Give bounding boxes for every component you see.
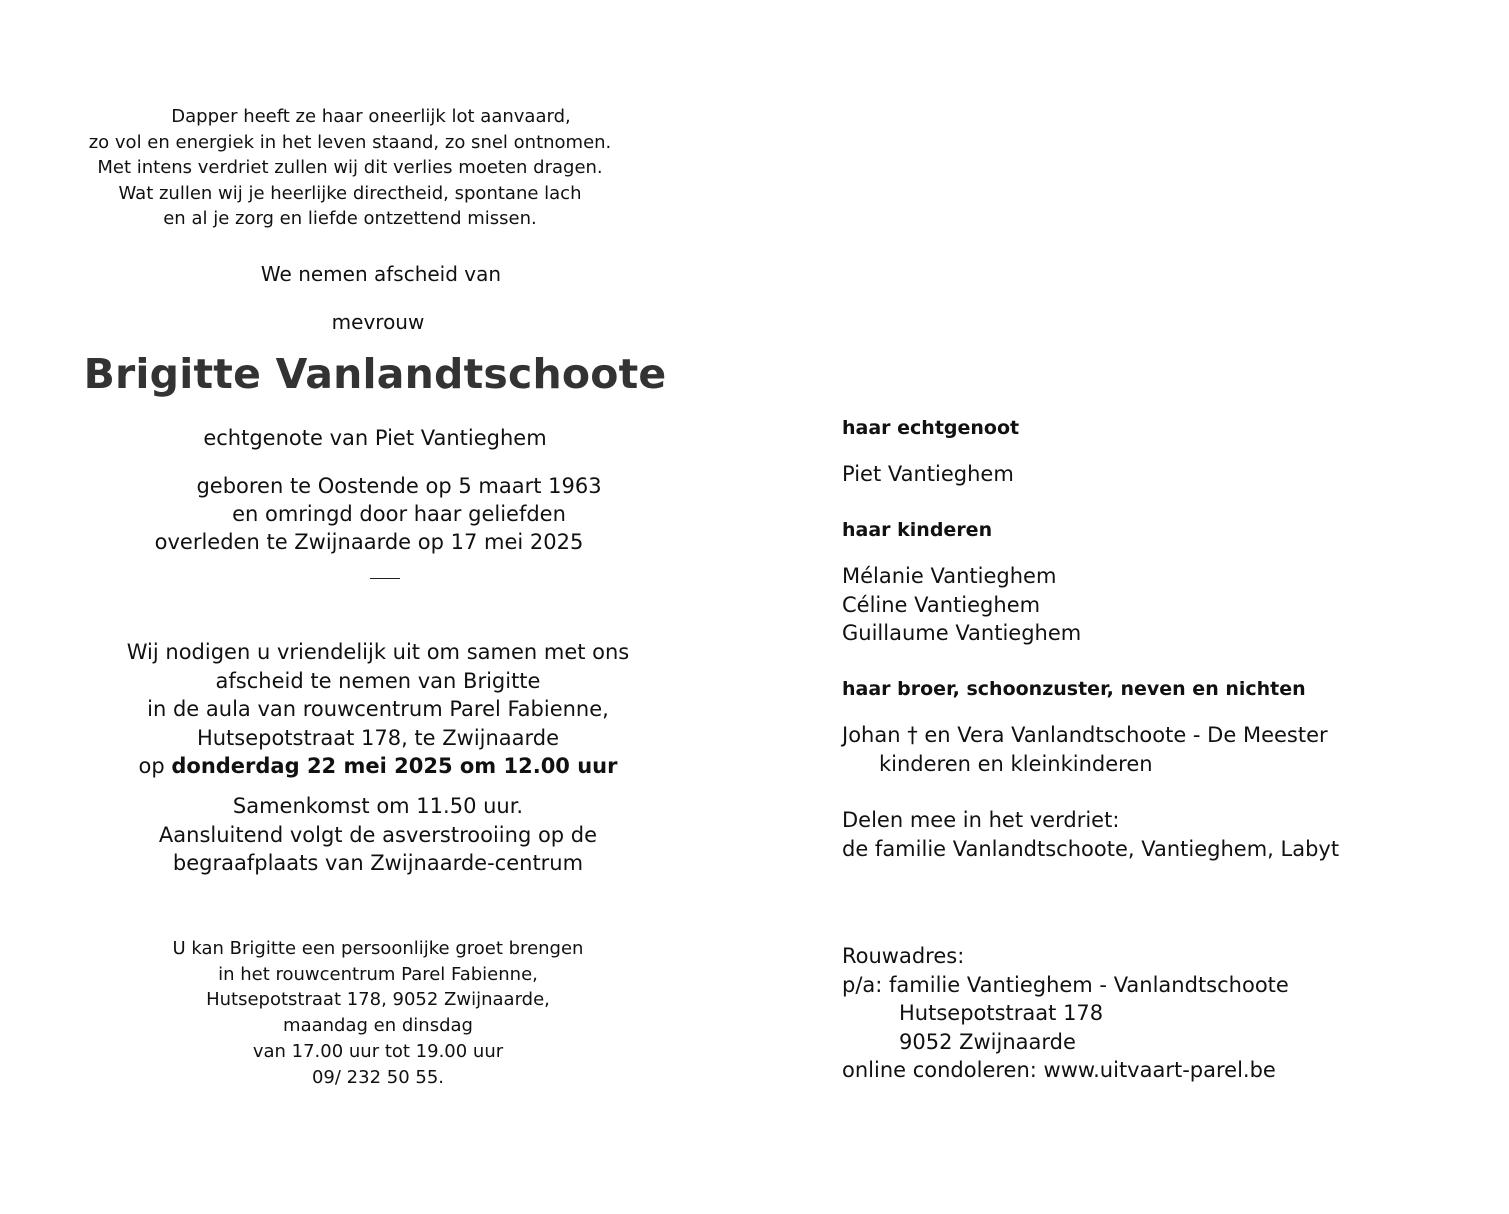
visit-line: maandag en dinsdag xyxy=(283,1015,473,1037)
children-list xyxy=(842,562,1081,648)
poem xyxy=(40,104,660,232)
siblings-line: Johan † en Vera Vanlandtschoote - De Meester xyxy=(842,723,1328,747)
spouse-line: echtgenote van Piet Vantieghem xyxy=(203,426,547,450)
invitation-line: Hutsepotstraat 178, te Zwijnaarde xyxy=(196,725,560,750)
invitation-line: Wij nodigen u vriendelijk uit om samen met ons xyxy=(126,640,630,664)
siblings-block xyxy=(842,721,1328,778)
grandchildren-line: kinderen en kleinkinderen xyxy=(879,751,1153,776)
gathering-line: Aansluitend volgt de asverstrooiing op de xyxy=(158,822,598,847)
address-street: Hutsepotstraat 178 xyxy=(899,1001,1104,1025)
gathering xyxy=(40,792,716,878)
online-condolences-link[interactable]: online condoleren: www.uitvaart-parel.be xyxy=(842,1058,1276,1082)
honorific: mevrouw xyxy=(331,310,425,334)
poem-line: Met intens verdriet zullen wij dit verlies moeten dragen. xyxy=(97,157,603,179)
visit-phone: 09/ 232 50 55. xyxy=(311,1066,445,1088)
child-name: Mélanie Vantieghem xyxy=(842,564,1057,588)
surrounded-line: en omringd door haar geliefden xyxy=(232,502,566,526)
gathering-line: Samenkomst om 11.50 uur. xyxy=(232,794,524,818)
mourning-address xyxy=(842,942,1289,1085)
invitation xyxy=(40,638,716,781)
share-grief xyxy=(842,806,1339,863)
divider xyxy=(370,578,400,579)
intro-text: We nemen afscheid van xyxy=(260,262,502,286)
invitation-line: afscheid te nemen van Brigitte xyxy=(215,668,541,693)
ceremony-date xyxy=(40,752,716,781)
poem-line: en al je zorg en liefde ontzettend missen. xyxy=(163,208,537,230)
poem-line: Wat zullen wij je heerlijke directheid, spontane lach xyxy=(118,182,582,204)
address-label: Rouwadres: xyxy=(842,944,965,968)
visit-line: van 17.00 uur tot 19.00 uur xyxy=(252,1040,504,1062)
address-city: 9052 Zwijnaarde xyxy=(899,1029,1076,1054)
poem-line: zo vol en energiek in het leven staand, zo snel ontnomen. xyxy=(88,131,612,153)
spouse-heading: haar echtgenoot xyxy=(842,417,1020,439)
visit-info xyxy=(40,936,716,1090)
birth-line: geboren te Oostende op 5 maart 1963 xyxy=(196,474,602,498)
visit-line: U kan Brigitte een persoonlijke groet brengen xyxy=(172,938,584,959)
poem-line: Dapper heeft ze haar oneerlijk lot aanvaard, xyxy=(171,106,571,127)
invitation-line: in de aula van rouwcentrum Parel Fabienne, xyxy=(147,697,609,721)
address-line: p/a: familie Vantieghem - Vanlandtschoote xyxy=(842,972,1289,997)
children-heading: haar kinderen xyxy=(842,519,993,541)
date-prefix: op xyxy=(138,754,165,778)
visit-line: in het rouwcentrum Parel Fabienne, xyxy=(218,963,538,985)
life-dates xyxy=(40,472,720,556)
spouse-name: Piet Vantieghem xyxy=(842,462,1014,486)
visit-line: Hutsepotstraat 178, 9052 Zwijnaarde, xyxy=(206,989,550,1011)
death-line: overleden te Zwijnaarde op 17 mei 2025 xyxy=(154,530,584,554)
child-name: Guillaume Vantieghem xyxy=(842,621,1082,645)
deceased-name: Brigitte Vanlandtschoote xyxy=(83,350,667,398)
share-families: de familie Vanlandtschoote, Vantieghem, Labyt xyxy=(842,836,1340,861)
child-name: Céline Vantieghem xyxy=(842,592,1041,617)
gathering-line: begraafplaats van Zwijnaarde-centrum xyxy=(172,851,584,875)
siblings-heading: haar broer, schoonzuster, neven en nichten xyxy=(842,678,1306,700)
share-line: Delen mee in het verdriet: xyxy=(842,808,1120,832)
date-bold: donderdag 22 mei 2025 om 12.00 uur xyxy=(171,754,618,778)
